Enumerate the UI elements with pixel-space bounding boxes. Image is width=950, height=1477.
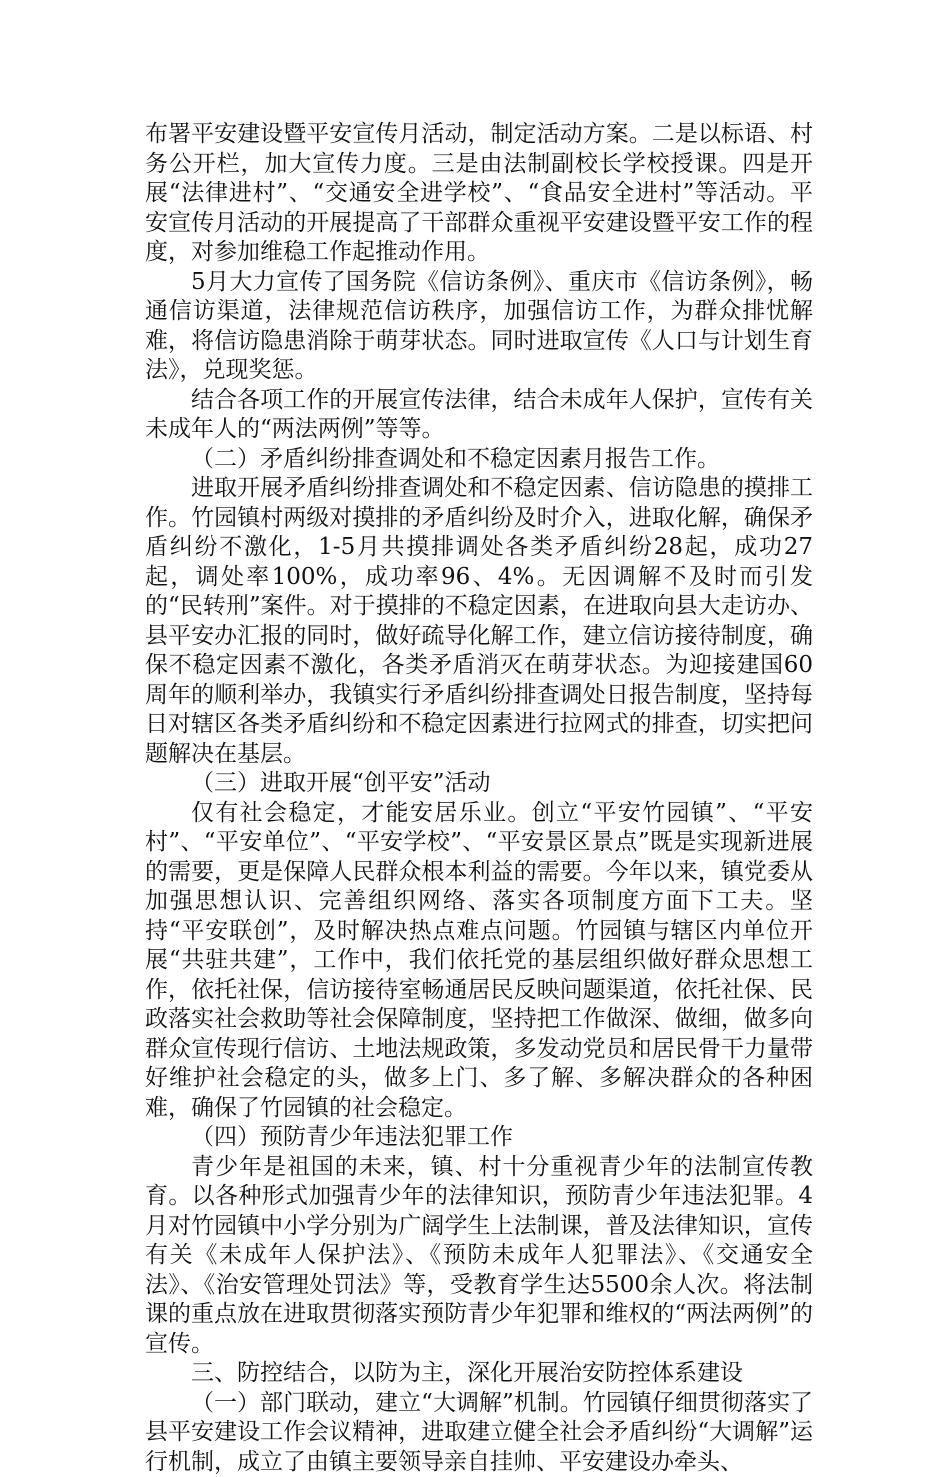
- paragraph: 5月大力宣传了国务院《信访条例》、重庆市《信访条例》，畅通信访渠道，法律规范信访秩序，加强信访工作，为群众排忧解难，将信访隐患消除于萌芽状态。同时进取宣传《人口与计划生育法》，兑现奖惩。: [145, 268, 813, 386]
- paragraph: 布署平安建设暨平安宣传月活动，制定活动方案。二是以标语、村务公开栏，加大宣传力度。三是由法制副校长学校授课。四是开展“法律进村”、“交通安全进学校”、“食品安全进村”等活动。平安宣传月活动的开展提高了干部群众重视平安建设暨平安工作的程度，对参加维稳工作起推动作用。: [145, 120, 813, 268]
- section-heading: 三、防控结合，以防为主，深化开展治安防控体系建设: [145, 1359, 813, 1389]
- paragraph: 仅有社会稳定，才能安居乐业。创立“平安竹园镇”、“平安村”、“平安单位”、“平安学校”、“平安景区景点”既是实现新进展的需要，更是保障人民群众根本利益的需要。今年以来，镇党委从加强思想认识、完善组织网络、落实各项制度方面下工夫。坚持“平安联创”，及时解决热点难点问题。竹园镇与辖区内单位开展“共驻共建”，工作中，我们依托党的基层组织做好群众思想工作，依托社保，信访接待室畅通居民反映问题渠道，依托社保、民政落实社会救助等社会保障制度，坚持把工作做深、做细，做多向群众宣传现行信访、土地法规政策，多发动党员和居民骨干力量带好维护社会稳定的头，做多上门、多了解、多解决群众的各种困难，确保了竹园镇的社会稳定。: [145, 799, 813, 1124]
- section-heading: （三）进取开展“创平安”活动: [145, 769, 813, 799]
- document-body: [145, 120, 813, 1477]
- paragraph: 结合各项工作的开展宣传法律，结合未成年人保护，宣传有关未成年人的“两法两例”等等。: [145, 386, 813, 445]
- paragraph: 青少年是祖国的未来，镇、村十分重视青少年的法制宣传教育。以各种形式加强青少年的法律知识，预防青少年违法犯罪。4月对竹园镇中小学分别为广阔学生上法制课，普及法律知识，宣传有关《未成年人保护法》、《预防未成年人犯罪法》、《交通安全法》、《治安管理处罚法》等，受教育学生达5500余人次。将法制课的重点放在进取贯彻落实预防青少年犯罪和维权的“两法两例”的宣传。: [145, 1153, 813, 1360]
- paragraph: 进取开展矛盾纠纷排查调处和不稳定因素、信访隐患的摸排工作。竹园镇村两级对摸排的矛盾纠纷及时介入，进取化解，确保矛盾纠纷不激化，1-5月共摸排调处各类矛盾纠纷28起，成功27起，调处率100%，成功率96、4%。无因调解不及时而引发的“民转刑”案件。对于摸排的不稳定因素，在进取向县大走访办、县平安办汇报的同时，做好疏导化解工作，建立信访接待制度，确保不稳定因素不激化，各类矛盾消灭在萌芽状态。为迎接建国60周年的顺利举办，我镇实行矛盾纠纷排查调处日报告制度，坚持每日对辖区各类矛盾纠纷和不稳定因素进行拉网式的排查，切实把问题解决在基层。: [145, 474, 813, 769]
- section-heading: （二）矛盾纠纷排查调处和不稳定因素月报告工作。: [145, 445, 813, 475]
- section-heading: （四）预防青少年违法犯罪工作: [145, 1123, 813, 1153]
- paragraph: （一）部门联动，建立“大调解”机制。竹园镇仔细贯彻落实了县平安建设工作会议精神，进取建立健全社会矛盾纠纷“大调解”运行机制，成立了由镇主要领导亲自挂帅、平安建设办牵头、: [145, 1389, 813, 1477]
